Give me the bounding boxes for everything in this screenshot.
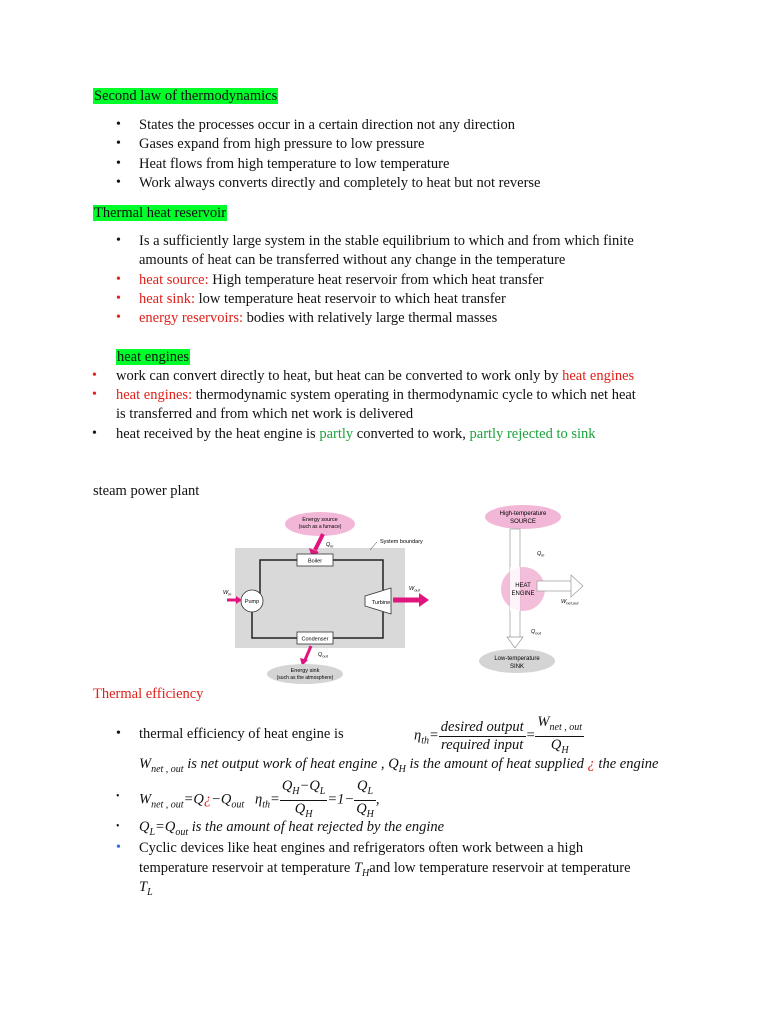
boiler-label: Boiler [307, 558, 323, 565]
energy-sink-label: Energy sink [290, 668, 320, 674]
item-text: work can convert directly to heat, but heat can be converted to work only by [116, 368, 563, 384]
bullet-dot: • [92, 368, 97, 383]
section-heading-second-law [93, 88, 278, 105]
list-item [116, 368, 634, 385]
list-item: Cyclic devices like heat engines and refrigerators often work between a high [139, 840, 584, 856]
list-item [139, 310, 497, 327]
w-out-label: $W_{out}$ [409, 586, 420, 593]
q-out-arrow [305, 646, 311, 660]
work-arrow [537, 581, 573, 591]
list-item: Gases expand from high pressure to low pressure [139, 136, 425, 152]
t-l-symbol: $T_L$ [139, 879, 153, 898]
steam-power-plant-label: steam power plant [93, 483, 200, 499]
energy-sink-sublabel: (such as the atmosphere) [276, 675, 334, 681]
source-sublabel: SOURCE [510, 519, 536, 525]
pump-label: Pump [244, 599, 260, 605]
energy-source-label: Energy source [302, 517, 338, 523]
term-heat-engines: heat engines [562, 368, 635, 384]
bullet-dot: • [116, 840, 121, 855]
bullet-dot: • [92, 387, 97, 402]
term-heat-source: heat source: [139, 272, 209, 288]
w-in-label: $W_{in}$ [223, 590, 232, 597]
list-item [116, 387, 636, 404]
w-net-label: $W_{net,out}$ [561, 599, 579, 606]
list-item: States the processes occur in a certain direction not any direction [139, 117, 516, 133]
list-item: Heat flows from high temperature to low temperature [139, 156, 450, 172]
q-out-label: $Q_{out}$ [318, 652, 328, 659]
bullet-dot: • [116, 272, 121, 287]
definition-text: bodies with relatively large thermal masses [243, 310, 498, 326]
fraction-w-qh: $\frac{W_{net , out}}{Q_H}$ [537, 714, 583, 756]
bullet-dot: • [116, 310, 121, 325]
work-balance-formula: $W_{net , out}=Q¿-Q_{out}$ $\eta_{th}=$ $\frac{Q_H-Q_L}{Q_H}$ =1− $\frac{Q_L}{Q_H}$ , [139, 778, 380, 820]
efficiency-formula: $\eta_{th}=$ $\frac{\text{desired output}}{\text{required input}}$ = $\frac{W_{net , out}}{Q_H}$ [414, 714, 584, 759]
section-heading-thermal-reservoir [93, 205, 227, 222]
term-partly: partly [319, 426, 354, 442]
list-item-continuation: temperature reservoir at temperature $T_Hand$ low temperature reservoir at temperature [139, 860, 631, 879]
bullet-dot: • [116, 156, 121, 171]
energy-source-sublabel: (such as a furnace) [298, 524, 342, 530]
definition-text: low temperature heat reservoir to which heat transfer [194, 291, 506, 307]
term-energy-reservoirs: energy reservoirs: [139, 310, 244, 326]
list-item [139, 291, 506, 308]
source-label: High-temperature [499, 511, 547, 517]
heat-engine-diagram [475, 503, 595, 678]
bullet-dot: • [116, 175, 121, 190]
bullet-dot: • [92, 426, 97, 441]
thermal-efficiency-heading: Thermal efficiency [93, 686, 204, 702]
turbine-label: Turbine [371, 600, 391, 606]
q-in-label: $Q_{in}$ [326, 542, 334, 549]
sink-sublabel: SINK [509, 664, 525, 670]
list-item: Work always converts directly and completely to heat but not reverse [139, 175, 541, 191]
heading-highlight: heat engines [117, 349, 190, 365]
bullet-dot: • [116, 791, 120, 802]
term-heat-engines: heat engines: [116, 387, 193, 403]
system-boundary-label: System boundary [380, 539, 423, 545]
heading-highlight: Thermal heat reservoir [94, 205, 227, 221]
bullet-dot: • [116, 291, 121, 306]
list-item [139, 272, 544, 289]
term-partly-rejected: partly rejected to sink [469, 426, 596, 442]
fraction-desired-required: $\frac{\text{desired output}}{\text{required input}}$ [440, 718, 524, 753]
bullet-dot: • [116, 233, 121, 248]
definition-line: $W_{net , out}$ is net output work of heat engine , $Q_H$ is the amount of heat supplied ¿ the engine [139, 756, 659, 775]
section-heading-heat-engines [116, 349, 190, 366]
item-text: heat received by the heat engine is [116, 426, 320, 442]
bullet-dot: • [116, 821, 120, 832]
condenser-label: Condenser [301, 636, 329, 643]
source-cloud [485, 505, 561, 529]
item-text: converted to work, [353, 426, 470, 442]
list-item: Is a sufficiently large system in the stable equilibrium to which and from which finite [139, 233, 634, 249]
q-out-label: $Q_{out}$ [531, 629, 541, 636]
bullet-dot: • [116, 726, 121, 741]
bullet-dot: • [116, 136, 121, 151]
q-in-label: $Q_{in}$ [537, 551, 545, 558]
q-in-arrow [315, 534, 323, 550]
term-heat-sink: heat sink: [139, 291, 195, 307]
engine-sublabel: ENGINE [511, 591, 535, 597]
bullet-dot: • [116, 117, 121, 132]
list-item-continuation: amounts of heat can be transferred without any change in the temperature [139, 252, 566, 268]
rejected-heat-line: $Q_L=Q_{out}$ is the amount of heat rejected by the engine [139, 819, 445, 838]
energy-sink-cloud [267, 664, 343, 684]
heading-highlight: Second law of thermodynamics [94, 88, 278, 104]
list-item: thermal efficiency of heat engine is [139, 726, 344, 742]
list-item-continuation: is transferred and from which net work is delivered [116, 406, 414, 422]
steam-plant-diagram [215, 510, 435, 685]
sink-label: Low-temperature [494, 656, 540, 662]
engine-label: HEAT [515, 583, 531, 589]
list-item [116, 426, 596, 443]
definition-text: thermodynamic system operating in thermodynamic cycle to which net heat [192, 387, 636, 403]
definition-text: High temperature heat reservoir from which heat transfer [208, 272, 544, 288]
